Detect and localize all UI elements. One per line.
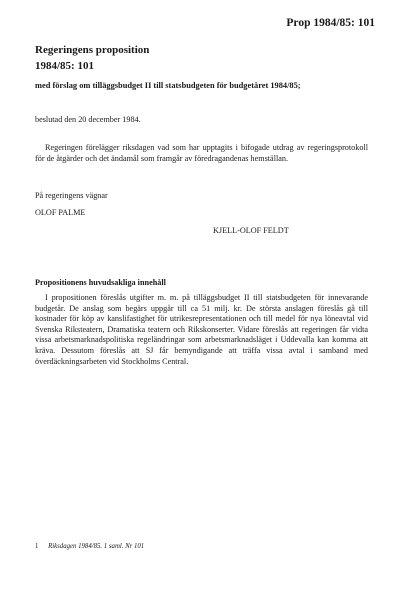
- intro-paragraph: Regeringen förelägger riksdagen vad som har upptagits i bifogade utdrag av regeringsprotokoll för de åtgärder och det ändamål som framgår av föredragandenas hemställan.: [35, 143, 368, 163]
- footnote: [35, 543, 144, 550]
- footnote-text: Riksdagen 1984/85. 1 saml. Nr 101: [48, 543, 145, 550]
- section-heading: Propositionens huvudsakliga innehåll: [35, 278, 166, 287]
- footnote-number: 1: [35, 543, 39, 550]
- signature-minister: KJELL-OLOF FELDT: [213, 226, 289, 235]
- summary-paragraph: I propositionen föreslås utgifter m. m. på tilläggsbudget II till statsbudgeten för innevarande budgetår. De anslag som begärs uppgår till ca 51 milj. kr. De största anslagen föreslås gå till kostnader för köp av kanslifastighet för utrikesrepresentationen och till medel för nya löneavtal vid Svenska Riksteatern, Dramatiska teatern och Rikskonserter. Vidare föreslås att regeringen får vidta vissa arbetsmarknadspolitiska regeländringar som arbetsmarknadsläget i Uddevalla kan komma att kräva. Dessutom föreslås att SJ får bemyndigande att träffa vissa avtal i samband med överdäckningsarbeten vid Stockholms Central.: [35, 293, 368, 366]
- decision-date: beslutad den 20 december 1984.: [35, 115, 141, 124]
- on-behalf-line: På regeringens vägnar: [35, 191, 108, 200]
- proposition-number: 1984/85: 101: [35, 60, 94, 72]
- proposition-subject: med förslag om tilläggsbudget II till statsbudgeten för budgetåret 1984/85;: [35, 81, 301, 90]
- document-title: Regeringens proposition: [35, 44, 150, 56]
- signature-prime-minister: OLOF PALME: [35, 208, 86, 217]
- proposition-reference: Prop 1984/85: 101: [286, 17, 375, 29]
